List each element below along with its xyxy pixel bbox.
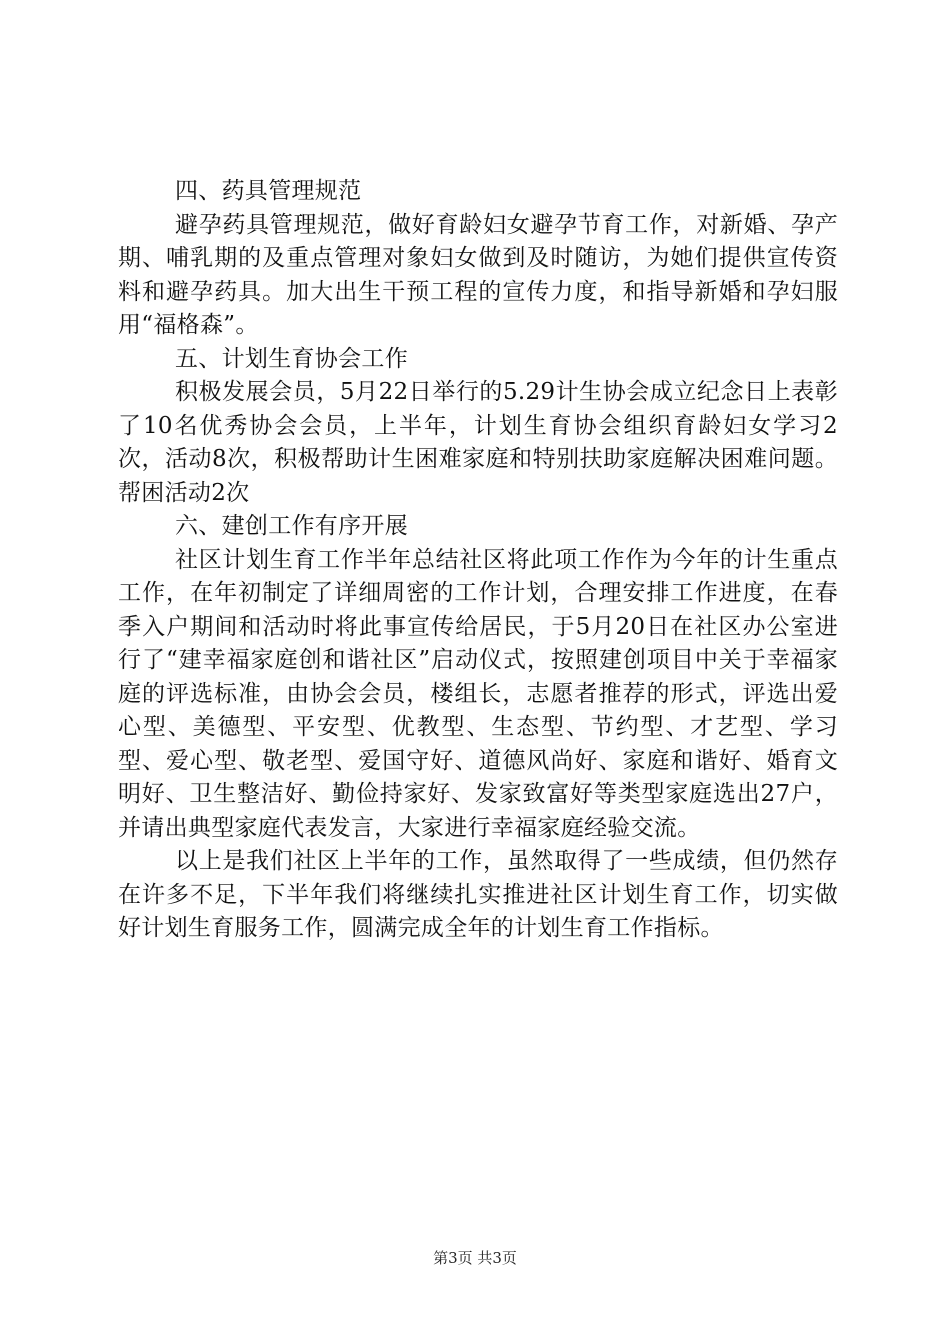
section-heading-5: 五、计划生育协会工作 [175, 345, 408, 372]
section-heading-4: 四、药具管理规范 [175, 178, 362, 204]
section-paragraph-6: 社区计划生育工作半年总结社区将此项工作作为今年的计生重点工作，在年初制定了详细周密的工作计划，合理安排工作进度，在春季入户期间和活动时将此事宣传给居民，于5月20日在社区办公室进行了“建幸福家庭创和谐社区”启动仪式，按照建创项目中关于幸福家庭的评选标准，由协会会员，楼组长，志愿者推荐的形式，评选出爱心型、美德型、平安型、优教型、生态型、节约型、才艺型、学习型、爱心型、敬老型、爱国守好、道德风尚好、家庭和谐好、婚育文明好、卫生整洁好、勤俭持家好、发家致富好等类型家庭选出27户，并请出典型家庭代表发言，大家进行幸福家庭经验交流。 [118, 546, 838, 841]
section-heading-6: 六、建创工作有序开展 [175, 513, 408, 539]
section-paragraph-4: 避孕药具管理规范，做好育龄妇女避孕节育工作，对新婚、孕产期、哺乳期的及重点管理对象妇女做到及时随访，为她们提供宣传资料和避孕药具。加大出生干预工程的宣传力度，和指导新婚和孕妇服用“福格森”。 [118, 211, 838, 338]
page-number-footer: 第3页 共3页 [433, 1249, 517, 1267]
closing-paragraph: 以上是我们社区上半年的工作，虽然取得了一些成绩，但仍然存在许多不足，下半年我们将继续扎实推进社区计划生育工作，切实做好计划生育服务工作，圆满完成全年的计划生育工作指标。 [118, 848, 838, 941]
document-body [118, 175, 838, 946]
section-paragraph-5: 积极发展会员，5月22日举行的5.29计生协会成立纪念日上表彰了10名优秀协会会员，上半年，计划生育协会组织育龄妇女学习2次，活动8次，积极帮助计生困难家庭和特别扶助家庭解决困难问题。帮困活动2次 [118, 379, 838, 506]
